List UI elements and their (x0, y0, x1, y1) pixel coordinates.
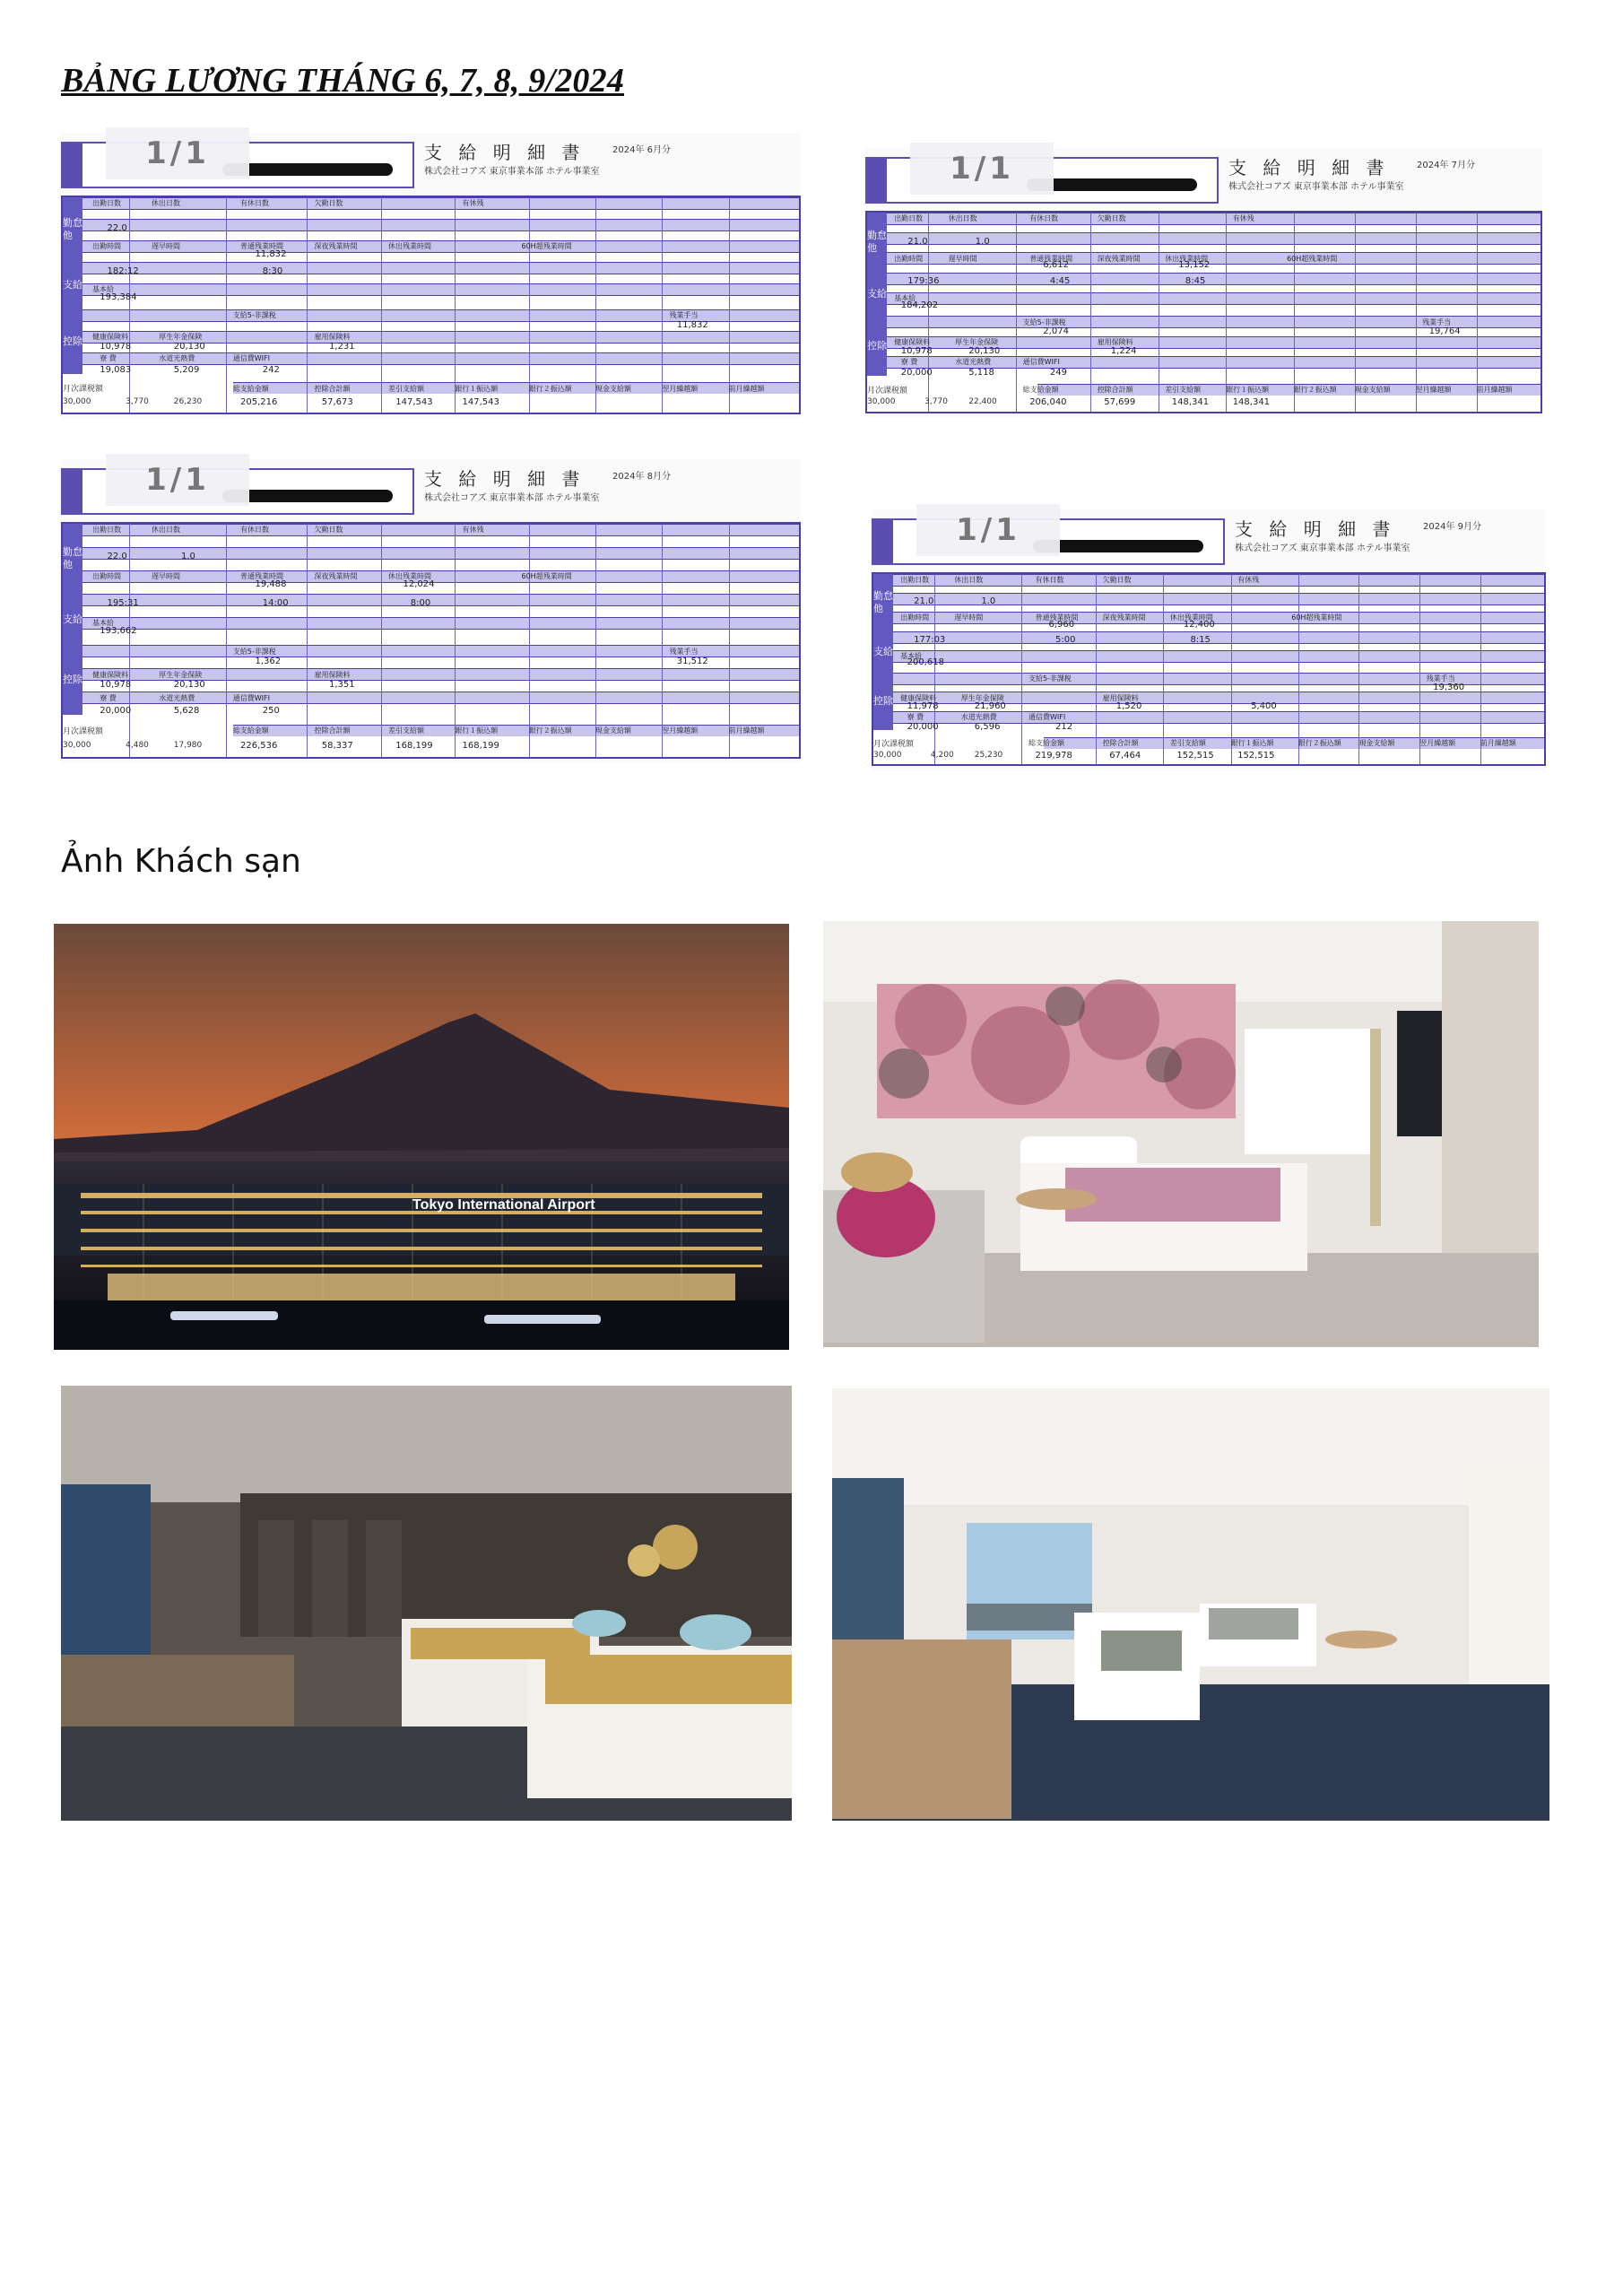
value-total-pay: 205,216 (240, 397, 278, 408)
tax-base-value: 30,000 (63, 740, 91, 750)
value-bank1: 152,515 (1237, 751, 1275, 761)
grid-column (1021, 574, 1022, 764)
label-paid-leave-days: 有休日数 (240, 526, 269, 535)
payslip-company: 株式会社コアズ 東京事業本部 ホテル事業室 (424, 167, 600, 177)
value-rent: 20,000 (907, 722, 939, 733)
label-net-pay: 差引支給額 (388, 726, 424, 735)
label-total-deduction: 控除合計額 (314, 384, 351, 393)
value-base-pay: 193,662 (100, 626, 137, 637)
value-holiday-ot-hours: 12,400 (1183, 619, 1215, 630)
grid-column (455, 197, 456, 413)
grid-band (887, 292, 1541, 305)
label-base-pay: 基本給 (92, 619, 114, 628)
label-ot60: 60H超残業時間 (1287, 254, 1338, 263)
label-net-pay: 差引支給額 (1169, 739, 1206, 748)
grid-column (1419, 574, 1420, 764)
grid-column (729, 197, 730, 413)
label-overtime-allowance: 残業手当 (1422, 317, 1452, 326)
tax-base-label: 月次課税額 (873, 740, 915, 750)
label-overtime: 普通残業時間 (240, 242, 283, 251)
section-attendance: 勤怠他 (867, 213, 887, 273)
payslip-title: 支 給 明 細 書 (1228, 157, 1390, 178)
section-attendance: 勤怠他 (63, 524, 82, 594)
label-overtime-allowance: 残業手当 (669, 311, 699, 319)
label-pension-ins: 厚生年金保険 (159, 333, 203, 341)
grid-column (381, 197, 382, 413)
label-commute: 支給5-非課税 (1028, 674, 1072, 683)
label-rent: 寮 費 (100, 693, 117, 702)
label-bank1: 銀行１振込額 (1226, 386, 1270, 395)
label-this-carry: 前月繰越額 (728, 384, 765, 393)
grid-column (595, 524, 596, 757)
label-paid-leave: 有休残 (1237, 576, 1260, 585)
label-employment-ins: 雇用保険料 (314, 670, 351, 679)
label-night-ot: 深夜残業時間 (1102, 613, 1146, 622)
value-holiday-days: 1.0 (975, 236, 990, 247)
airport-sign: Tokyo International Airport (412, 1197, 595, 1213)
label-work-hours: 出勤時間 (900, 613, 930, 622)
value-overtime-hours: 6,612 (1043, 260, 1069, 271)
label-pension-ins: 厚生年金保険 (960, 693, 1004, 702)
label-overtime: 普通残業時間 (1029, 254, 1073, 263)
value-pension-ins: 20,130 (173, 341, 205, 352)
label-employment-ins: 雇用保険料 (1102, 693, 1139, 702)
value-utilities: 5,209 (173, 365, 200, 376)
value-overtime-hours: 19,488 (255, 579, 287, 590)
value-overtime-allowance: 11,832 (676, 319, 708, 330)
tax-base-value: 30,000 (867, 397, 896, 407)
grid-band (82, 524, 799, 536)
misc1-value: 3,770 (126, 397, 149, 407)
label-utilities: 水道光熱費 (159, 354, 195, 362)
payslip-2 (865, 148, 1542, 417)
value-pension-ins: 21,960 (974, 701, 1006, 712)
label-utilities: 水道光熱費 (960, 712, 997, 721)
misc1-value: 4,480 (126, 740, 149, 750)
label-holiday-days: 休出日数 (152, 199, 180, 208)
label-cash: 現金支給額 (1358, 739, 1395, 748)
label-holiday-days: 休出日数 (152, 526, 180, 535)
label-commute: 支給5-非課税 (232, 311, 276, 319)
grid-column (1231, 574, 1232, 764)
tax-base-label: 月次課税額 (867, 386, 908, 396)
grid-column (307, 197, 308, 413)
label-prev-carry: 翌月繰越額 (662, 726, 699, 735)
value-pension-ins: 20,130 (173, 680, 205, 691)
value-utilities: 5,118 (968, 368, 994, 378)
payslip-grid (61, 522, 801, 759)
value-overtime-hours: 11,832 (255, 248, 287, 259)
label-rent: 寮 費 (100, 354, 117, 362)
grid-band (82, 197, 799, 210)
label-this-carry: 前月繰越額 (728, 726, 765, 735)
grid-column (1480, 574, 1481, 764)
grid-column (1016, 213, 1017, 412)
label-bank2: 銀行２振込額 (528, 384, 572, 393)
tax-base-label: 月次課税額 (63, 385, 104, 395)
section-deduction: 控除 (867, 316, 887, 376)
label-comm-fee: 通信費WIFI (232, 693, 270, 702)
label-health-ins: 健康保険料 (894, 337, 931, 346)
label-comm-fee: 通信費WIFI (1028, 712, 1066, 721)
label-this-carry: 前月繰越額 (1476, 386, 1513, 395)
tax-base-label: 月次課税額 (63, 726, 104, 736)
value-base-pay: 193,384 (100, 291, 137, 302)
value-total-pay: 219,978 (1035, 751, 1072, 761)
label-holiday-days: 休出日数 (954, 576, 984, 585)
value-holiday-ot-hours: 12,024 (403, 579, 435, 590)
value-work-days: 21.0 (914, 596, 934, 607)
label-bank2: 銀行２振込額 (528, 726, 572, 735)
value-net-pay: 168,199 (395, 740, 433, 751)
section-attendance: 勤怠他 (873, 574, 893, 631)
section-attendance: 勤怠他 (63, 197, 82, 262)
payslip-month: 2024年 9月分 (1423, 522, 1481, 532)
label-overtime-allowance: 残業手当 (669, 647, 699, 656)
misc2-value: 22,400 (968, 397, 997, 407)
label-overtime: 普通残業時間 (1035, 613, 1079, 622)
label-total-pay: 総支給金額 (1022, 386, 1059, 395)
payslip-grid (872, 572, 1546, 766)
label-late-early: 遅早時間 (152, 242, 180, 251)
value-base-pay: 200,618 (907, 657, 944, 668)
label-holiday-ot: 休出残業時間 (388, 242, 431, 251)
label-commute: 支給5-非課税 (1022, 317, 1066, 326)
payslip-grid (865, 211, 1542, 413)
misc2-value: 17,980 (173, 740, 203, 750)
tax-base-value: 30,000 (873, 751, 902, 761)
label-work-hours: 出勤時間 (92, 572, 121, 581)
grid-band (82, 594, 799, 609)
value-bank1: 147,543 (462, 397, 499, 408)
payslip-3 (61, 459, 801, 762)
value-rent: 20,000 (900, 368, 933, 378)
label-ot60: 60H超残業時間 (521, 572, 572, 581)
label-net-pay: 差引支給額 (388, 384, 424, 393)
photo-airport-dusk (54, 924, 789, 1350)
label-absent-days: 欠勤日数 (1102, 576, 1132, 585)
grid-column (1096, 574, 1097, 764)
label-health-ins: 健康保険料 (92, 670, 128, 679)
grid-column (1298, 574, 1299, 764)
grid-column (226, 524, 227, 757)
photo-room-gold (61, 1386, 792, 1821)
label-utilities: 水道光熱費 (955, 357, 992, 366)
label-base-pay: 基本給 (894, 293, 916, 302)
value-comm-fee: 250 (262, 705, 280, 716)
payslip-company: 株式会社コアズ 東京事業本部 ホテル事業室 (1228, 182, 1404, 192)
value-work-hours: 179:36 (907, 276, 940, 287)
label-bank1: 銀行１振込額 (1230, 739, 1274, 748)
section-deduction: 控除 (63, 309, 82, 374)
label-pension-ins: 厚生年金保険 (159, 670, 203, 679)
label-ot60: 60H超残業時間 (521, 242, 572, 251)
label-absent-days: 欠勤日数 (314, 526, 343, 535)
section-payment: 支給 (867, 273, 887, 317)
label-total-pay: 総支給金額 (232, 384, 269, 393)
payslip-1 (61, 133, 801, 418)
label-base-pay: 基本給 (900, 651, 923, 660)
value-total-deduction: 57,673 (321, 397, 353, 408)
grid-column (455, 524, 456, 757)
label-paid-leave: 有休残 (1232, 214, 1254, 223)
value-holiday-ot-time: 8:15 (1190, 634, 1211, 645)
value-work-days: 22.0 (107, 552, 127, 562)
grid-column (1226, 213, 1227, 412)
label-absent-days: 欠勤日数 (314, 199, 343, 208)
label-total-deduction: 控除合計額 (1097, 386, 1133, 395)
label-paid-leave-days: 有休日数 (240, 199, 269, 208)
value-total-pay: 206,040 (1029, 397, 1067, 408)
value-health-ins: 10,978 (900, 345, 933, 356)
value-resident-tax: 5,400 (1251, 701, 1277, 712)
grid-column (129, 524, 130, 757)
label-work-hours: 出勤時間 (92, 242, 121, 251)
value-overtime-allowance: 19,360 (1433, 682, 1465, 692)
photo-room-airport-view (832, 1388, 1549, 1821)
payslip-company: 株式会社コアズ 東京事業本部 ホテル事業室 (1235, 544, 1410, 553)
grid-column (1416, 213, 1417, 412)
payslip-month: 2024年 8月分 (612, 472, 671, 482)
value-net-pay: 147,543 (395, 397, 433, 408)
value-work-hours: 182:12 (107, 265, 139, 276)
label-total-pay: 総支給金額 (232, 726, 269, 735)
label-cash: 現金支給額 (595, 726, 631, 735)
value-work-hours: 177:03 (914, 634, 946, 645)
label-bank1: 銀行１振込額 (455, 726, 499, 735)
label-bank2: 銀行２振込額 (1298, 739, 1341, 748)
label-total-deduction: 控除合計額 (314, 726, 351, 735)
label-prev-carry: 翌月繰越額 (662, 384, 699, 393)
label-holiday-ot: 休出残業時間 (1169, 613, 1213, 622)
value-total-pay: 226,536 (240, 740, 278, 751)
grid-band (893, 650, 1544, 663)
label-bank1: 銀行１振込額 (455, 384, 499, 393)
label-work-days: 出勤日数 (900, 576, 930, 585)
grid-column (307, 524, 308, 757)
label-comm-fee: 通信費WIFI (232, 354, 270, 362)
label-base-pay: 基本給 (92, 285, 114, 294)
label-night-ot: 深夜残業時間 (314, 572, 358, 581)
label-comm-fee: 通信費WIFI (1022, 357, 1060, 366)
value-total-deduction: 57,699 (1104, 397, 1136, 408)
label-prev-carry: 翌月繰越額 (1415, 386, 1452, 395)
value-work-days: 21.0 (907, 236, 928, 247)
payslip-4 (872, 509, 1546, 770)
label-night-ot: 深夜残業時間 (1097, 254, 1141, 263)
value-utilities: 5,628 (173, 705, 200, 716)
label-rent: 寮 費 (900, 357, 918, 366)
value-overtime-allowance: 19,764 (1428, 326, 1461, 336)
label-commute: 支給5-非課税 (232, 647, 276, 656)
label-late-early: 遅早時間 (152, 572, 180, 581)
value-health-ins: 11,978 (907, 701, 939, 712)
label-holiday-days: 休出日数 (948, 214, 977, 223)
label-overtime-allowance: 残業手当 (1426, 674, 1455, 683)
grid-band (82, 262, 799, 274)
payslip-title: 支 給 明 細 書 (424, 142, 586, 163)
label-health-ins: 健康保険料 (900, 693, 937, 702)
grid-column (662, 524, 663, 757)
payslip-month: 2024年 6月分 (612, 145, 671, 155)
value-comm-fee: 242 (262, 365, 280, 376)
label-work-days: 出勤日数 (92, 199, 121, 208)
label-paid-leave-days: 有休日数 (1035, 576, 1064, 585)
label-cash: 現金支給額 (1354, 386, 1391, 395)
grid-column (529, 524, 530, 757)
grid-band (887, 213, 1541, 225)
misc2-value: 25,230 (974, 751, 1003, 761)
label-total-pay: 総支給金額 (1028, 739, 1064, 748)
label-overtime: 普通残業時間 (240, 572, 283, 581)
label-paid-leave: 有休残 (462, 199, 484, 208)
grid-column (1163, 574, 1164, 764)
value-pension-ins: 20,130 (968, 345, 1001, 356)
page-heading: BẢNG LƯƠNG THÁNG 6, 7, 8, 9/2024 (61, 62, 625, 100)
value-employment-ins: 1,231 (329, 341, 355, 352)
label-paid-leave: 有休残 (462, 526, 484, 535)
label-late-early: 遅早時間 (948, 254, 977, 263)
grid-column (729, 524, 730, 757)
label-this-carry: 前月繰越額 (1480, 739, 1516, 748)
value-commute: 1,362 (255, 657, 282, 667)
value-holiday-ot-hours: 13,152 (1178, 260, 1211, 271)
value-bank1: 148,341 (1232, 397, 1271, 408)
grid-column (226, 197, 227, 413)
label-prev-carry: 翌月繰越額 (1419, 739, 1456, 748)
payslip-grid (61, 196, 801, 414)
value-comm-fee: 249 (1049, 368, 1067, 378)
grid-band (82, 570, 799, 583)
label-work-days: 出勤日数 (92, 526, 121, 535)
grid-column (381, 524, 382, 757)
value-holiday-ot-time: 8:00 (410, 598, 431, 609)
label-ot60: 60H超残業時間 (1291, 613, 1342, 622)
value-holiday-days: 1.0 (181, 552, 195, 562)
grid-column (129, 197, 130, 413)
value-net-pay: 152,515 (1176, 751, 1214, 761)
value-employment-ins: 1,520 (1115, 701, 1142, 712)
misc1-value: 3,770 (924, 397, 948, 407)
label-work-days: 出勤日数 (894, 214, 924, 223)
label-rent: 寮 費 (907, 712, 924, 721)
value-holiday-days: 1.0 (981, 596, 996, 607)
section-deduction: 控除 (63, 645, 82, 715)
value-health-ins: 10,978 (100, 680, 132, 691)
value-health-ins: 10,978 (100, 341, 132, 352)
label-total-deduction: 控除合計額 (1102, 739, 1139, 748)
label-paid-leave-days: 有休日数 (1029, 214, 1059, 223)
label-cash: 現金支給額 (595, 384, 631, 393)
grid-band (893, 612, 1544, 624)
section-payment: 支給 (63, 594, 82, 645)
label-holiday-ot: 休出残業時間 (388, 572, 431, 581)
grid-band (887, 252, 1541, 265)
label-health-ins: 健康保険料 (92, 333, 128, 341)
grid-band (82, 617, 799, 630)
value-comm-fee: 212 (1055, 722, 1073, 733)
misc1-value: 4,200 (930, 751, 954, 761)
misc2-value: 26,230 (173, 397, 203, 407)
value-employment-ins: 1,351 (329, 680, 355, 691)
grid-band (82, 283, 799, 296)
payslip-title: 支 給 明 細 書 (424, 468, 586, 490)
label-employment-ins: 雇用保険料 (314, 333, 351, 341)
value-total-deduction: 58,337 (321, 740, 353, 751)
section-heading-hotel-photos: Ảnh Khách sạn (61, 843, 301, 880)
value-utilities: 6,596 (974, 722, 1001, 733)
section-deduction: 控除 (873, 673, 893, 730)
grid-band (887, 273, 1541, 285)
section-payment: 支給 (873, 631, 893, 674)
grid-band (893, 574, 1544, 587)
payslip-title: 支 給 明 細 書 (1235, 518, 1396, 540)
label-bank2: 銀行２振込額 (1293, 386, 1337, 395)
label-holiday-ot: 休出残業時間 (1165, 254, 1209, 263)
tax-base-value: 30,000 (63, 397, 91, 407)
grid-column (1355, 213, 1356, 412)
payslip-month: 2024年 7月分 (1417, 161, 1475, 170)
label-night-ot: 深夜残業時間 (314, 242, 358, 251)
value-work-days: 22.0 (107, 222, 127, 233)
value-rent: 19,083 (100, 365, 132, 376)
value-overtime-time: 14:00 (262, 598, 289, 609)
label-net-pay: 差引支給額 (1165, 386, 1202, 395)
grid-column (1477, 213, 1478, 412)
value-work-hours: 195:31 (107, 598, 139, 609)
label-late-early: 遅早時間 (954, 613, 984, 622)
grid-band (82, 219, 799, 231)
value-rent: 20,000 (100, 705, 132, 716)
grid-band (893, 631, 1544, 644)
photo-room-floral (823, 921, 1539, 1347)
value-commute: 2,074 (1043, 326, 1069, 336)
value-overtime-hours: 6,960 (1048, 619, 1075, 630)
value-holiday-ot-time: 8:45 (1185, 276, 1206, 287)
grid-column (1090, 213, 1091, 412)
label-pension-ins: 厚生年金保険 (955, 337, 999, 346)
page-indicator: 1/1 (910, 143, 1054, 195)
value-employment-ins: 1,224 (1110, 345, 1137, 356)
value-overtime-allowance: 31,512 (676, 657, 708, 667)
label-work-hours: 出勤時間 (894, 254, 924, 263)
label-employment-ins: 雇用保険料 (1097, 337, 1133, 346)
value-base-pay: 184,202 (900, 300, 939, 310)
page-indicator: 1/1 (916, 504, 1060, 556)
value-overtime-time: 4:45 (1049, 276, 1071, 287)
payslip-company: 株式会社コアズ 東京事業本部 ホテル事業室 (424, 493, 600, 503)
value-net-pay: 148,341 (1171, 397, 1210, 408)
grid-column (928, 213, 929, 412)
value-bank1: 168,199 (462, 740, 499, 751)
value-overtime-time: 5:00 (1055, 634, 1076, 645)
grid-column (662, 197, 663, 413)
page-indicator: 1/1 (106, 454, 249, 506)
grid-column (529, 197, 530, 413)
value-total-deduction: 67,464 (1109, 751, 1141, 761)
grid-column (934, 574, 935, 764)
section-payment: 支給 (63, 262, 82, 309)
grid-column (1358, 574, 1359, 764)
value-overtime-time: 8:30 (262, 265, 283, 276)
grid-band (82, 240, 799, 253)
grid-column (595, 197, 596, 413)
page-indicator: 1/1 (106, 127, 249, 179)
label-utilities: 水道光熱費 (159, 693, 195, 702)
label-absent-days: 欠勤日数 (1097, 214, 1126, 223)
grid-column (1294, 213, 1295, 412)
